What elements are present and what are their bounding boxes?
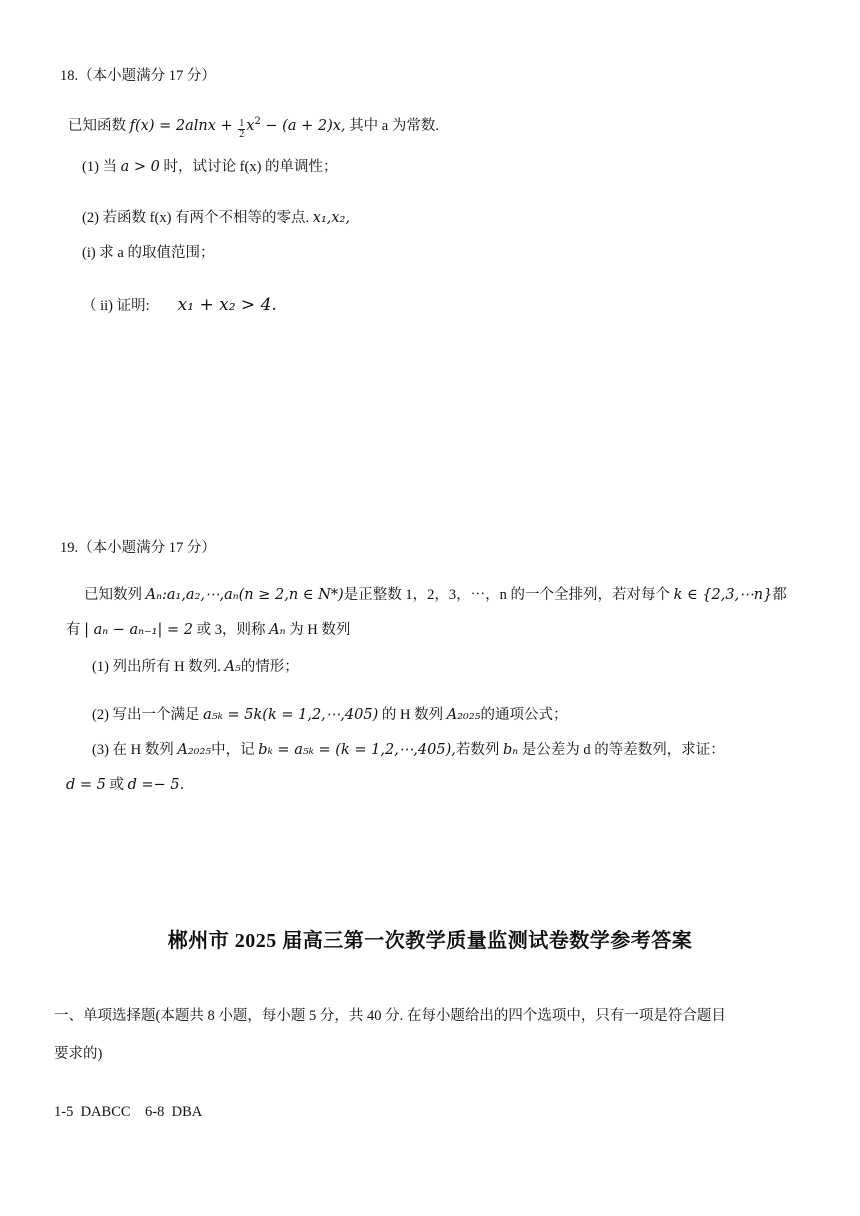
answer-section1-line2: 要求的) [54,1046,103,1062]
q18-intro: 已知函数 f(x) = 2alnx + $\frac{1}{2}$ $x^2 - (a + 2)x$, 其中 a 为常数. [68,116,439,140]
q19-part3: (3) 在 H 数列 A₂₀₂₅中，记 bₖ = a₅ₖ = (k = 1,2,⋯,405),若数列 bₙ 是公差为 d 的等差数列，求证： [92,742,725,758]
q19-part1: (1) 列出所有 H 数列. A₅的情形； [92,659,299,675]
q19-part3-end: d = 5 或 d =− 5. [66,777,185,793]
answer-section1-line1: 一、单项选择题(本题共 8 小题，每小题 5 分，共 40 分. 在每小题给出的四个选项中，只有一项是符合题目 [54,1008,726,1024]
q19-line1: 已知数列 Aₙ:a₁,a₂,⋯,aₙ(n ≥ 2,n ∈ N*)是正整数 1，2，3，⋯，n 的一个全排列，若对每个 k ∈ {2,3,⋯n}都 [84,587,787,603]
answer-title: 郴州市 2025 届高三第一次教学质量监测试卷数学参考答案 [167,930,693,952]
q19-line2: 有 | aₙ − aₙ₋₁| = 2 或 3，则称 Aₙ 为 H 数列 [66,622,351,638]
q18-part2-i: (i) 求 a 的取值范围； [82,245,215,261]
q18-part2-ii: （ ii) 证明: x₁ + x₂ > 4. [82,295,277,315]
answer-choices: 1-5 DABCC 6-8 DBA [54,1104,203,1120]
fraction-one-half: $\frac{1}{2}$ [239,118,245,140]
q18-header: 18.（本小题满分 17 分） [60,68,216,84]
q18-part2: (2) 若函数 f(x) 有两个不相等的零点. x₁,x₂, [82,210,350,226]
q19-part2: (2) 写出一个满足 a₅ₖ = 5k(k = 1,2,⋯,405) 的 H 数列 A₂₀₂₅的通项公式； [92,707,568,723]
q19-header: 19.（本小题满分 17 分） [60,540,216,556]
q18-part1: (1) 当 a > 0 时，试讨论 f(x) 的单调性； [82,159,338,175]
